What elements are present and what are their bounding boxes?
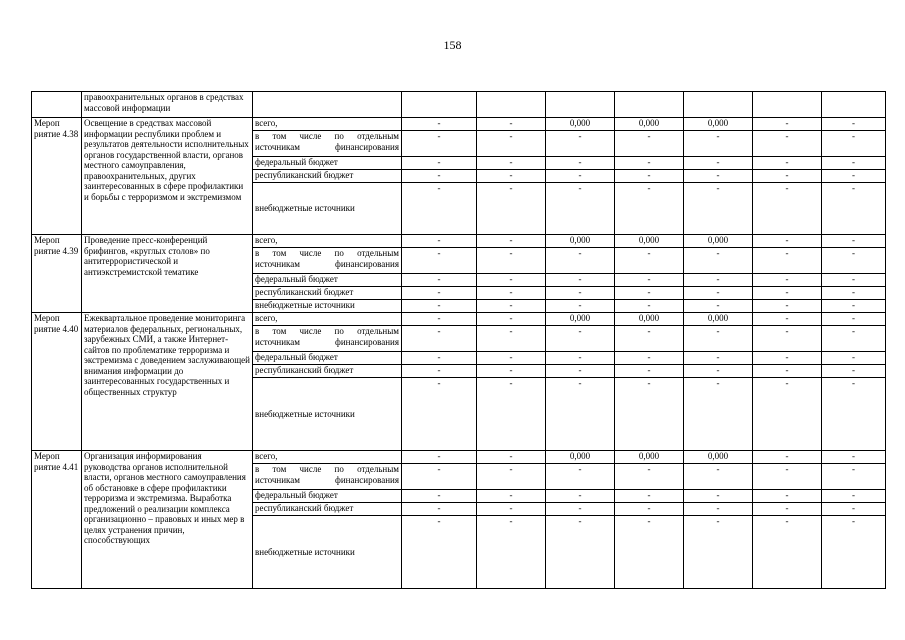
- value-cell: -: [753, 490, 822, 503]
- value-cell: 0,000: [615, 118, 684, 131]
- source-cell: в том числе по отдельным источникам финансирования: [253, 248, 402, 274]
- value-cell: -: [402, 235, 477, 248]
- value-cell: -: [684, 503, 753, 516]
- value-cell: -: [477, 326, 546, 352]
- value-cell: -: [753, 378, 822, 451]
- value-cell: -: [684, 365, 753, 378]
- value-cell: -: [615, 274, 684, 287]
- value-cell: -: [477, 248, 546, 274]
- value-cell: -: [546, 516, 615, 589]
- value-cell: -: [753, 516, 822, 589]
- value-cell: -: [753, 118, 822, 131]
- value-cell: -: [402, 352, 477, 365]
- value-cell: -: [402, 300, 477, 313]
- value-cell: -: [615, 300, 684, 313]
- value-cell: -: [546, 170, 615, 183]
- value-cell: -: [546, 248, 615, 274]
- value-cell: -: [546, 378, 615, 451]
- value-cell: -: [402, 464, 477, 490]
- value-cell: -: [546, 287, 615, 300]
- value-cell: [684, 92, 753, 118]
- value-cell: -: [753, 287, 822, 300]
- value-cell: -: [402, 313, 477, 326]
- value-cell: -: [477, 183, 546, 235]
- value-cell: -: [822, 118, 886, 131]
- value-cell: -: [546, 300, 615, 313]
- value-cell: 0,000: [546, 235, 615, 248]
- value-cell: -: [477, 157, 546, 170]
- value-cell: -: [546, 365, 615, 378]
- value-cell: 0,000: [546, 451, 615, 464]
- value-cell: -: [753, 170, 822, 183]
- value-cell: -: [402, 503, 477, 516]
- value-cell: -: [822, 464, 886, 490]
- value-cell: -: [753, 365, 822, 378]
- value-cell: -: [402, 326, 477, 352]
- value-cell: -: [615, 248, 684, 274]
- value-cell: -: [615, 157, 684, 170]
- value-cell: -: [477, 352, 546, 365]
- value-cell: -: [684, 248, 753, 274]
- value-cell: -: [615, 516, 684, 589]
- value-cell: -: [684, 274, 753, 287]
- value-cell: 0,000: [615, 235, 684, 248]
- value-cell: -: [753, 313, 822, 326]
- value-cell: [402, 92, 477, 118]
- value-cell: -: [753, 326, 822, 352]
- value-cell: -: [753, 503, 822, 516]
- value-cell: -: [615, 287, 684, 300]
- source-cell: республиканский бюджет: [253, 503, 402, 516]
- value-cell: -: [753, 300, 822, 313]
- value-cell: -: [546, 503, 615, 516]
- value-cell: -: [546, 131, 615, 157]
- source-cell: в том числе по отдельным источникам финансирования: [253, 131, 402, 157]
- value-cell: -: [753, 248, 822, 274]
- value-cell: -: [477, 300, 546, 313]
- value-cell: -: [684, 490, 753, 503]
- value-cell: -: [753, 235, 822, 248]
- description-cell: правоохранительных органов в средствах массовой информации: [82, 92, 253, 118]
- value-cell: [477, 92, 546, 118]
- value-cell: -: [402, 274, 477, 287]
- value-cell: -: [684, 183, 753, 235]
- value-cell: -: [684, 326, 753, 352]
- value-cell: -: [546, 490, 615, 503]
- value-cell: -: [477, 170, 546, 183]
- value-cell: -: [402, 157, 477, 170]
- value-cell: -: [546, 183, 615, 235]
- value-cell: -: [822, 235, 886, 248]
- value-cell: 0,000: [684, 118, 753, 131]
- value-cell: -: [822, 313, 886, 326]
- value-cell: -: [753, 464, 822, 490]
- value-cell: -: [822, 451, 886, 464]
- value-cell: -: [615, 490, 684, 503]
- value-cell: -: [615, 326, 684, 352]
- value-cell: -: [477, 313, 546, 326]
- value-cell: 0,000: [615, 313, 684, 326]
- value-cell: -: [546, 464, 615, 490]
- value-cell: -: [477, 451, 546, 464]
- value-cell: -: [684, 157, 753, 170]
- value-cell: -: [546, 157, 615, 170]
- value-cell: -: [477, 378, 546, 451]
- value-cell: 0,000: [546, 118, 615, 131]
- budget-table: [31, 91, 886, 589]
- value-cell: -: [822, 326, 886, 352]
- value-cell: -: [822, 157, 886, 170]
- value-cell: -: [477, 131, 546, 157]
- value-cell: -: [753, 131, 822, 157]
- value-cell: -: [477, 118, 546, 131]
- value-cell: -: [402, 248, 477, 274]
- value-cell: -: [546, 326, 615, 352]
- measure-id-cell: Мероп риятие 4.39: [32, 235, 82, 313]
- value-cell: -: [684, 287, 753, 300]
- table-row: [32, 313, 886, 326]
- value-cell: -: [615, 503, 684, 516]
- source-cell: федеральный бюджет: [253, 274, 402, 287]
- source-cell: в том числе по отдельным источникам финансирования: [253, 464, 402, 490]
- value-cell: 0,000: [546, 313, 615, 326]
- source-cell: федеральный бюджет: [253, 352, 402, 365]
- value-cell: [822, 92, 886, 118]
- value-cell: -: [402, 287, 477, 300]
- value-cell: -: [402, 131, 477, 157]
- value-cell: -: [753, 274, 822, 287]
- value-cell: -: [477, 274, 546, 287]
- value-cell: -: [615, 464, 684, 490]
- source-cell: внебюджетные источники: [253, 183, 402, 235]
- value-cell: -: [402, 365, 477, 378]
- value-cell: -: [822, 378, 886, 451]
- value-cell: -: [477, 235, 546, 248]
- value-cell: -: [684, 131, 753, 157]
- value-cell: -: [753, 157, 822, 170]
- value-cell: -: [684, 378, 753, 451]
- value-cell: -: [822, 516, 886, 589]
- value-cell: -: [615, 170, 684, 183]
- source-cell: всего,: [253, 313, 402, 326]
- value-cell: -: [615, 183, 684, 235]
- value-cell: [546, 92, 615, 118]
- value-cell: -: [822, 248, 886, 274]
- id-cell: [32, 92, 82, 118]
- value-cell: -: [615, 365, 684, 378]
- value-cell: -: [402, 183, 477, 235]
- source-cell: внебюджетные источники: [253, 378, 402, 451]
- value-cell: -: [822, 365, 886, 378]
- value-cell: -: [753, 183, 822, 235]
- value-cell: -: [753, 352, 822, 365]
- value-cell: -: [684, 516, 753, 589]
- value-cell: -: [477, 516, 546, 589]
- value-cell: [753, 92, 822, 118]
- value-cell: -: [477, 464, 546, 490]
- table-row: [32, 92, 886, 118]
- source-cell: всего,: [253, 451, 402, 464]
- value-cell: -: [822, 300, 886, 313]
- description-cell: Освещение в средствах массовой информации республики проблем и результатов деятельности исполнительных органов государственной власти, органов местного самоуправления, правоохранительных, других заинтересованных в сфере профилактики и борьбы с терроризмом и экстремизмом: [82, 118, 253, 235]
- source-cell: в том числе по отдельным источникам финансирования: [253, 326, 402, 352]
- value-cell: -: [402, 490, 477, 503]
- table-body: [32, 92, 886, 589]
- value-cell: -: [684, 464, 753, 490]
- value-cell: -: [402, 451, 477, 464]
- source-cell: республиканский бюджет: [253, 365, 402, 378]
- description-cell: Организация информирования руководства органов исполнительной власти, органов местного самоуправления об обстановке в сфере профилактики терроризма и экстремизма. Выработка предложений о реализации комплекса организационно – правовых и иных мер в целях устранения причин, способствующих: [82, 451, 253, 589]
- measure-id-cell: Мероп риятие 4.38: [32, 118, 82, 235]
- value-cell: -: [684, 352, 753, 365]
- value-cell: -: [402, 170, 477, 183]
- value-cell: -: [615, 131, 684, 157]
- source-cell: внебюджетные источники: [253, 516, 402, 589]
- value-cell: -: [477, 503, 546, 516]
- value-cell: -: [822, 131, 886, 157]
- source-cell: республиканский бюджет: [253, 287, 402, 300]
- table-row: [32, 118, 886, 131]
- value-cell: 0,000: [684, 451, 753, 464]
- source-cell: республиканский бюджет: [253, 170, 402, 183]
- value-cell: -: [477, 365, 546, 378]
- value-cell: -: [822, 170, 886, 183]
- value-cell: -: [684, 300, 753, 313]
- value-cell: -: [822, 287, 886, 300]
- value-cell: -: [822, 183, 886, 235]
- table-row: [32, 451, 886, 464]
- value-cell: -: [402, 516, 477, 589]
- description-cell: Ежеквартальное проведение мониторинга материалов федеральных, региональных, зарубежных СМИ, а также Интернет-сайтов по проблематике терроризма и экстремизма с доведением заслуживающей внимания информации до заинтересованных государственных и общественных структур: [82, 313, 253, 451]
- value-cell: -: [822, 503, 886, 516]
- value-cell: -: [822, 274, 886, 287]
- measure-id-cell: Мероп риятие 4.40: [32, 313, 82, 451]
- value-cell: -: [615, 352, 684, 365]
- value-cell: -: [477, 490, 546, 503]
- source-cell: всего,: [253, 235, 402, 248]
- value-cell: -: [822, 490, 886, 503]
- value-cell: -: [546, 274, 615, 287]
- source-cell: федеральный бюджет: [253, 490, 402, 503]
- table-row: [32, 235, 886, 248]
- value-cell: -: [546, 352, 615, 365]
- value-cell: -: [822, 352, 886, 365]
- value-cell: -: [753, 451, 822, 464]
- description-cell: Проведение пресс-конференций брифингов, «круглых столов» по антитеррористической и антиэкстремистской тематике: [82, 235, 253, 313]
- value-cell: 0,000: [615, 451, 684, 464]
- source-cell: всего,: [253, 118, 402, 131]
- value-cell: [615, 92, 684, 118]
- measure-id-cell: Мероп риятие 4.41: [32, 451, 82, 589]
- value-cell: -: [684, 170, 753, 183]
- value-cell: -: [402, 378, 477, 451]
- value-cell: -: [477, 287, 546, 300]
- source-cell: федеральный бюджет: [253, 157, 402, 170]
- page-number: 158: [443, 38, 462, 52]
- value-cell: -: [402, 118, 477, 131]
- source-cell: [253, 92, 402, 118]
- value-cell: 0,000: [684, 313, 753, 326]
- value-cell: 0,000: [684, 235, 753, 248]
- value-cell: -: [615, 378, 684, 451]
- source-cell: внебюджетные источники: [253, 300, 402, 313]
